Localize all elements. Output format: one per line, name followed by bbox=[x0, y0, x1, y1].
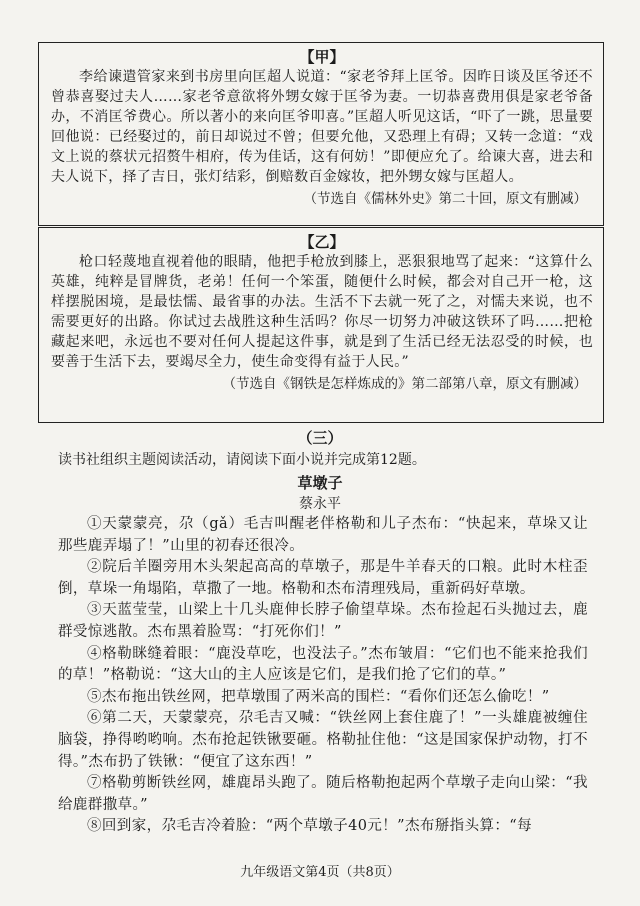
section-number: （三） bbox=[297, 429, 343, 447]
story-paragraph-6: ⑥第二天，天蒙蒙亮，尕毛吉又喊：“铁丝网上套住鹿了！”一头雄鹿被缠住脑袋，挣得哟哟响。杰布抢起铁锹要砸。格勒扯住他：“这是国家保护动物，打不得。”杰布扔了铁锹：“便宜了这东西！” bbox=[58, 710, 588, 770]
passage-yi-box bbox=[38, 227, 604, 423]
passage-yi-text: 枪口轻蔑地直视着他的眼睛，他把手枪放到膝上，恶狠狠地骂了起来：“这算什么英雄，纯粹是冒牌货，老弟！任何一个笨蛋，随便什么时候，都会对自己开一枪，这样摆脱困境，是最怯懦、最省事的办法。生活不下去就一死了之，对懦夫来说，也不需要更好的出路。你试过去战胜这种生活吗？你尽一切努力冲破这铁环了吗……把枪藏起来吧，永远也不要对任何人提起这件事，就是到了生活已经无法忍受的时候，也要善于生活下去，要竭尽全力，使生命变得有益于人民。” bbox=[51, 254, 593, 370]
passage-jia-source: （节选自《儒林外史》第二十回，原文有删减） bbox=[303, 191, 587, 207]
story-author: 蔡永平 bbox=[299, 496, 341, 512]
story-paragraph-5: ⑤杰布拖出铁丝网，把草墩围了两米高的围栏：“看你们还怎么偷吃！” bbox=[87, 688, 550, 705]
story-paragraph-4: ④格勒眯缝着眼：“鹿没草吃，也没法子。”杰布皱眉：“它们也不能来抢我们的草！”格勒说：“这大山的主人应该是它们，是我们抢了它们的草。” bbox=[58, 645, 588, 684]
story-paragraph-2: ②院后羊圈旁用木头架起高高的草墩子，那是牛羊春天的口粮。此时木柱歪倒，草垛一角塌陷，草撒了一地。格勒和杰布清理残局，重新码好草墩。 bbox=[58, 559, 588, 597]
page-footer: 九年级语文第4页（共8页） bbox=[240, 865, 400, 880]
passage-yi-title: 【乙】 bbox=[299, 233, 345, 251]
passage-jia-text: 李给谏遣管家来到书房里向匡超人说道：“家老爷拜上匡爷。因昨日谈及匡爷还不曾恭喜娶过夫人……家老爷意欲将外甥女嫁于匡爷为妻。一切恭喜费用俱是家老爷备办，不消匡爷费心。所以著小的来向匡爷叩喜。”匡超人听见这话，“吓了一跳，思量要回他说：已经娶过的，前日却说过不曾；但要允他，又恐理上有碍；又转一念道：“戏文上说的蔡状元招赘牛相府，传为佳话，这有何妨！”即便应允了。给谏大喜，进去和夫人说下，择了吉日，张灯结彩，倒赔数百金嫁妆，把外甥女嫁与匡超人。 bbox=[51, 69, 593, 185]
story-paragraph-7: ⑦格勒剪断铁丝网，雄鹿昂头跑了。随后格勒抱起两个草墩子走向山梁：“我给鹿群撒草。” bbox=[58, 775, 588, 813]
story-body bbox=[58, 514, 588, 838]
passage-yi-source: （节选自《钢铁是怎样炼成的》第二部第八章，原文有删减） bbox=[222, 376, 587, 392]
story-paragraph-8: ⑧回到家，尕毛吉冷着脸：“两个草墩子40元！”杰布掰指头算：“每 bbox=[87, 818, 532, 835]
section-instruction: 读书社组织主题阅读活动，请阅读下面小说并完成第12题。 bbox=[58, 452, 426, 468]
passage-jia-title: 【甲】 bbox=[299, 48, 345, 66]
story-paragraph-3: ③天蓝莹莹，山梁上十几头鹿伸长脖子偷望草垛。杰布捡起石头抛过去，鹿群受惊逃散。杰布黑着脸骂：“打死你们！” bbox=[58, 602, 588, 640]
passage-jia-box bbox=[38, 42, 604, 226]
story-title: 草墩子 bbox=[297, 474, 343, 492]
story-paragraph-1: ①天蒙蒙亮，尕（gǎ）毛吉叫醒老伴格勒和儿子杰布：“快起来，草垛又让那些鹿弄塌了！”山里的初春还很冷。 bbox=[58, 516, 588, 554]
